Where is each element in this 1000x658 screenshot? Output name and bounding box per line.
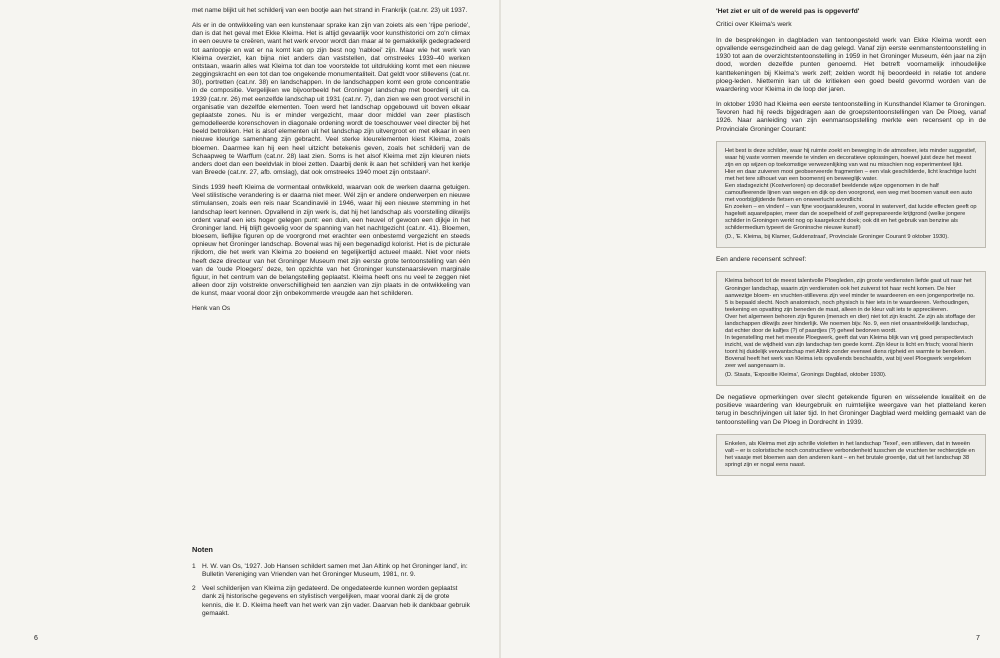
note-number: 2: [192, 585, 196, 593]
left-page: [0, 0, 499, 658]
note-text: Veel schilderijen van Kleima zijn gedateerd. De ongedateerde kunnen worden geplaatst dank zij historische gegevens en stylistisch vergelijken, maar vooral dank zij de grote kennis, die Ir. D. Kleima heeft van het werk van zijn vader. Daarvan heb ik dankbaar gebruik gemaakt.: [202, 585, 470, 617]
quote-text: Enkelen, als Kleima met zijn schrille violetten in het landschap 'Texel', een stilleven, dat in tweeën valt – er is coloristische noch constructieve verbondenheid tusschen de vruchten ter rechterzijde en het vaasje met bloemen aan den anderen kant – en het brutale groentje, dat uit het landschap 38 springt zijn er nogal eens naast.: [725, 440, 975, 468]
quote-text: En zoeken – en vinden! – van fijne voorjaarskleuren, vooral in waterverf, dat lucide effecten geeft op hagelwit aquarelpapier, meer dan de soepelheid of zelf geprepareerde krijtgrond (welke jongere schilder in Groningen werkt nog op kaargekocht doek; ook dit en het gebruik van benzine als schildermedium typeert de Groninsche nieuwe kunst!): [725, 204, 977, 232]
notes-heading: Noten: [192, 545, 213, 554]
quote-text: Een stadsgezicht (Kostverloren) op decoratief beeldende wijze opgenomen in de half camoufleerende lijnen van wegen en dijk op den voorgrond, een weg met boomen vanuit een auto met voorbijglijdende fietsen en onweerlucht avondlicht.: [725, 182, 973, 204]
notes-list: [192, 563, 470, 624]
paragraph: In oktober 1930 had Kleima een eerste tentoonstelling in Kunsthandel Klamer te Groningen. Tevoren had hij reeds bijgedragen aan de groepstentoonstellingen van De Ploeg, vanaf 1926. Naar aanleiding van zijn eenmansopstelling merkte een recensent op in de Provinciale Groninger Courant:: [716, 101, 986, 133]
quote-text: Het best is deze schilder, waar hij ruimte zoekt en beweging in de atmosfeer, iets minder suggestief, waar hij vaste vormen meende te vinden en decoratieve oplossingen, hoewel juist deze het meest zijn en op wijzen op toekomstige verwezenlijking van wat nu misschien nog experimenteel lijkt.: [725, 147, 977, 168]
quote-text: Hier en daar zuiveren mooi geobserveerde fragmenten – een vlak geschilderde, licht krachtige lucht met het tere silhouet van een boomenrij en beweeglijk water.: [725, 168, 977, 182]
paragraph: De negatieve opmerkingen over slecht getekende figuren en wisselende kwaliteit en de positieve waardering van kleurgebruik en ruimtelijke weergave van het platteland keren terug in beschrijvingen uit later tijd. In het Groninger Dagblad werd melding gemaakt van de tentoonstelling van De Ploeg in Dordrecht in 1939.: [716, 394, 986, 426]
author-signature: Henk van Os: [192, 305, 231, 313]
section-subtitle: Critici over Kleima's werk: [716, 21, 792, 28]
section-title: 'Het ziet er uit of de wereld pas is opgeverfd': [716, 8, 860, 15]
paragraph: Sinds 1939 heeft Kleima de vormentaal ontwikkeld, waarvan ook de werken daarna getuigen. Veel stilistische verandering is er daarna niet meer. Wél zijn er andere onderwerpen en nieuwe stimulansen, zoals een reis naar Scandinavië in 1946, waar hij een nieuwe stemming in het landschap leert kennen. Opvallend in zijn werk is, dat hij het landschap als voorstelling dikwijls ordent vanaf een iets hoger gelegen punt: een duin, een heuvel of gewoon een dijkje in het Groninger land. Hij blijft gevoelig voor de spanning van het nachtgezicht (cat.nr. 41). Bloemen, bloesem, lieflijke figuren op de voorgrond met erachter een onbestemd vergezicht en steeds opnieuw het Groninger landschap. Bovenal was hij een begenadigd kolorist. Het is de picturale rijkdom, die het werk van Kleima zo boeiend en tegelijkertijd actueel maakt. Niet voor niets heeft deze directeur van het Groninger Museum met zijn eerste grote tentoonstelling van één van de 'oude Ploegers' deze, ten opzichte van het Groninger kunstenaarsleven marginale figuur, in het centrum van de belangstelling geplaatst. Kleima heeft ons nu veel te zeggen niet alleen door zijn volstrekte onverschilligheid ten aanzien van zijn plaats in de ontwikkeling van de kunst, maar vooral door zijn onbekommerde vreugde aan het schilderen.: [192, 184, 470, 298]
quote-box: [716, 141, 986, 249]
right-main-column: [716, 7, 986, 484]
paragraph: met name blijkt uit het schilderij van een bootje aan het strand in Frankrijk (cat.nr. 23) uit 1937.: [192, 7, 468, 14]
page-number-right: 7: [976, 635, 980, 642]
page-number-left: 6: [34, 635, 38, 642]
quote-text: Bovenal heeft het werk van Kleima iets opvallends beschaafds, wat bij veel Ploegwerk vergeleken zeer wel aangenaam is.: [725, 356, 972, 370]
paragraph: Als er in de ontwikkeling van een kunstenaar sprake kan zijn van zoiets als een 'rijpe periode', dan is dat het geval met Ekke Kleima. Het is altijd gevaarlijk voor kunsthistorici om zo'n climax in een oeuvre te creëren, want het werk ervoor wordt dan maar al te gemakkelijk gedegradeerd tot aanloopje en wat er na komt kan op zijn best nog 'nabloei' zijn. Maar wie het werk van Kleima overziet, kan bijna niet anders dan vaststellen, dat omstreeks 1939–40 werken ontstaan, waarin alles wat Kleima tot dan toe voorstelde tot uitdrukking komt met een nieuwe zeggingskracht en een tot dan toe ongekende monumentaliteit. Dat geldt voor stillevens (cat.nr. 30), portretten (cat.nr. 38) en landschappen. In de landschappen komt een grote concentratie in de compositie. Vergelijken we bijvoorbeeld het Groninger landschap met boerderij uit ca. 1939 (cat.nr. 26) met eenzelfde landschap uit 1931 (cat.nr. 7), dan zien we een groot verschil in organisatie van dezelfde elementen. Toen werd het landschap opgebouwd uit boven elkaar geplaatste zones. Nu is er minder vergezicht, maar door middel van zeer plastisch gemodelleerde korenschoven in diagonale ordening wordt de toeschouwer veel directer bij het beeld betrokken. Het is alsof elementen uit het landschap zijn uitvergroot en met elkaar in een nieuwe kleurige samenhang zijn gebracht. Veel sterke kleurelementen kiest Kleima, zoals bloemen. Daarmee kan hij een heel uitzicht betekenis geven, zoals het schilderij van de Schaapweg te Warffum (cat.nr. 28) laat zien. Soms is het alsof Kleima met zijn kleuren niets anders doet dan een beeldvlak in bloei zetten. Daarbij denk ik aan het schilderij van het kerkje van Breede (cat.nr. 27, afb. omslag), dat ook omstreeks 1940 moet zijn ontstaan².: [192, 22, 470, 176]
paragraph: In de besprekingen in dagbladen van tentoongesteld werk van Ekke Kleima wordt een opvallende eensgezindheid aan de dag gelegd. Vanaf zijn eerste eenmanstentoonstelling in 1930 tot aan de overzichtstentoonstelling in 1959 in het Groninger Museum, één jaar na zijn dood, worden dezelfde punten genoemd. Het betreft voornamelijk inhoudelijke kanttekeningen bij Kleima's werk zelf; zelden wordt hij beoordeeld in relatie tot andere ploeg-leden. Niettemin kan uit de kritieken een goed beeld gevormd worden van de waardering voor Kleima in de loop der jaren.: [716, 37, 986, 93]
quote-citation: (D. Staats, 'Expositie Kleima', Gronings Dagblad, oktober 1930).: [725, 372, 887, 379]
note-text: H. W. van Os, '1927. Job Hansen schildert samen met Jan Altink op het Groninger land', in: Bulletin Vereniging van Vrienden van het Groninger Museum, 1981, nr. 9.: [202, 563, 468, 579]
note-number: 1: [192, 563, 196, 570]
note-item: [192, 585, 470, 618]
quote-box: [716, 271, 986, 386]
quote-box: [716, 434, 986, 476]
paragraph: Een andere recensent schreef:: [716, 256, 807, 264]
quote-citation: (D., 'E. Kleima, bij Klamer, Guldenstraat', Provinciale Groninger Courant 9 oktober 1930).: [725, 234, 949, 241]
quote-text: Over het algemeen behoren zijn figuren (mensch en dier) niet tot zijn kracht. Ze zijn als stoffage der landschappen dikwijls zeer hinderlijk. We noemen bijv. No. 9, een niet onaantrekkelijk landschap, dat echter door de kalfjes (?) of paardjes (?) geheel bedorven wordt.: [725, 313, 976, 334]
quote-text: In tegenstelling met het meeste Ploegwerk, geeft dat van Kleima blijk van vrij goed perspectievisch inzicht, wat de wijdheid van zijn landschap ten goede komt. Zijn kleur is licht en frisch; vooral hierin toont hij duidelijk verwantschap met Altink zonder evenwel diens rijpheid en warmte te bereiken.: [725, 334, 974, 355]
quote-text: Kleima behoort tot de meest talentvolle Ploegleden, zijn groote verdiensten liefde gaat uit naar het Groninger landschap, waarin zijn verdiensten ook het zuiverst tot haar recht komen. De hier aanwezige bloem- en vruchten-stillevens zijn veel minder te waardeeren en een jongenportretje no. 5 is bepaald slecht. Noch anatomisch, noch physisch is hier iets in te waardeeren. Verhoudingen, teekening en opvatting zijn beneden de maat, alleen in de kleur valt iets te appreciëeren.: [725, 278, 975, 313]
left-main-column: [192, 7, 470, 313]
note-item: [192, 563, 470, 579]
